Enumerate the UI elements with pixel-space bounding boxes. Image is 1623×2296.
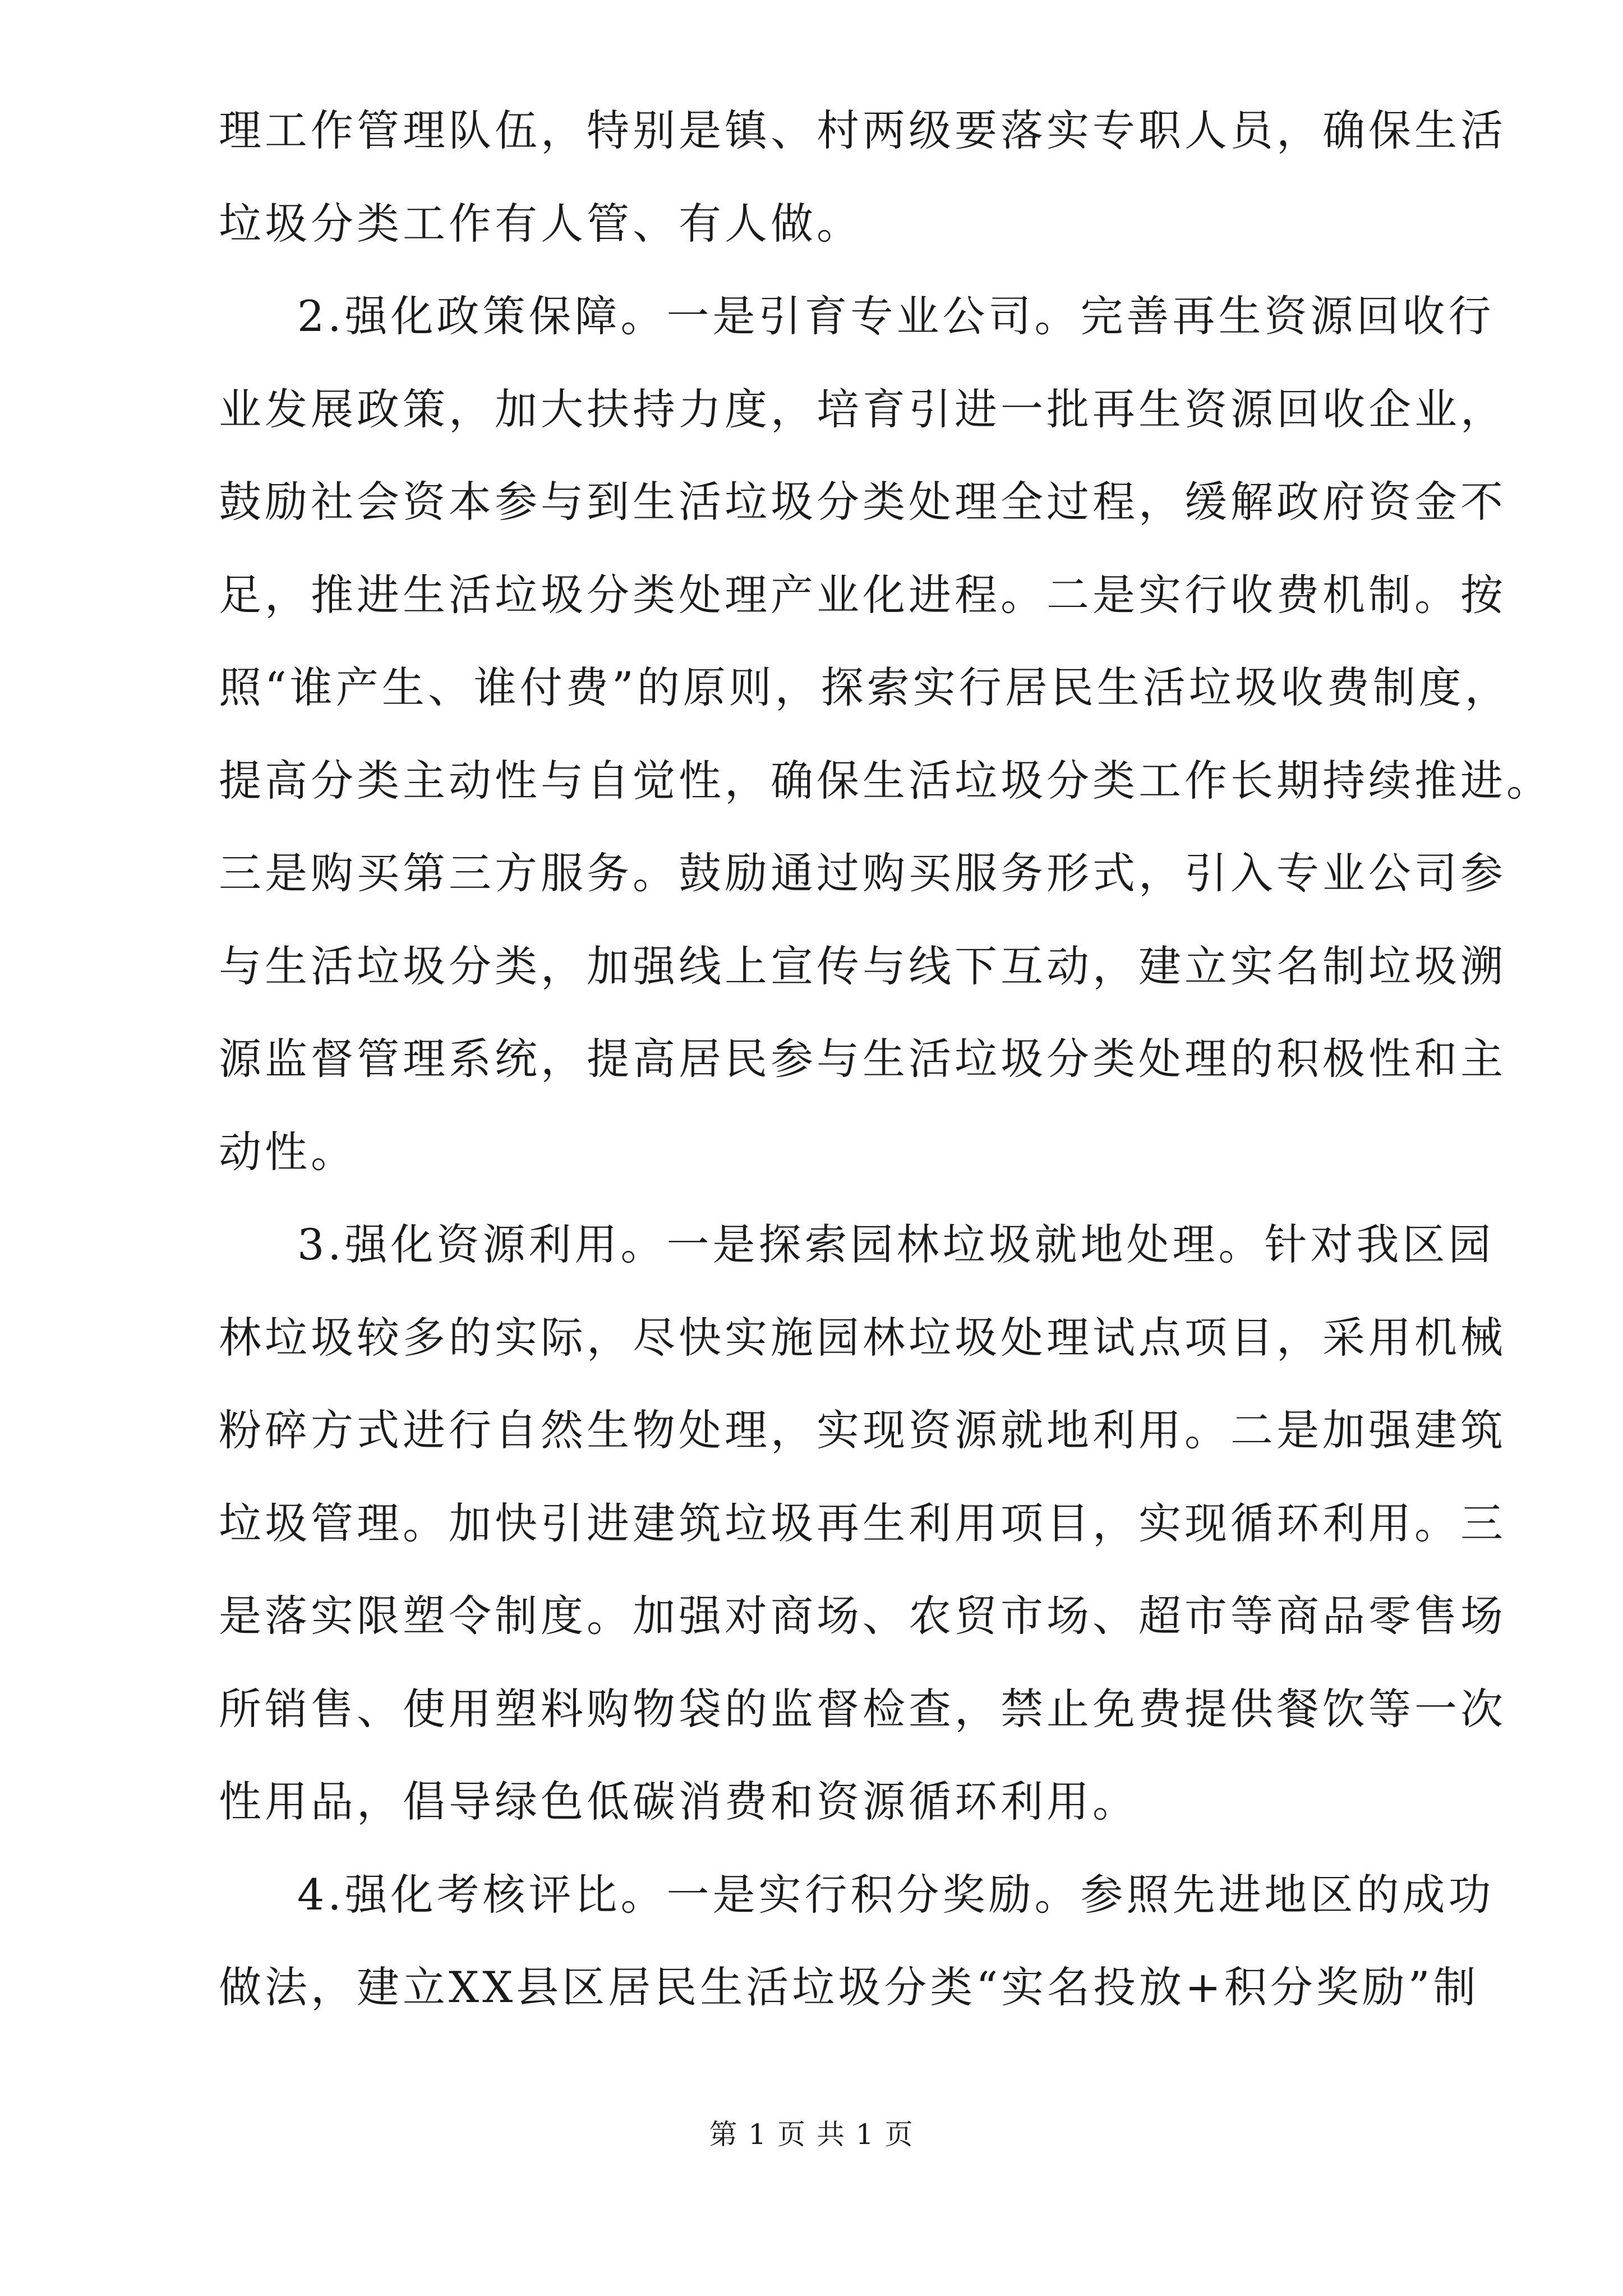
body-text-line: 性用品，倡导绿色低碳消费和资源循环利用。 bbox=[219, 1777, 1138, 1826]
body-text-line: 做法，建立XX县区居民生活垃圾分类“实名投放+积分奖励”制 bbox=[219, 1962, 1479, 2012]
paragraph-4-first-line: 4.强化考核评比。一是实行积分奖励。参照先进地区的成功 bbox=[297, 1870, 1495, 1920]
body-text-line: 是落实限塑令制度。加强对商场、农贸市场、超市等商品零售场 bbox=[219, 1591, 1506, 1641]
body-text-line: 照“谁产生、谁付费”的原则，探索实行居民生活垃圾收费制度， bbox=[219, 662, 1511, 712]
body-text-line: 足，推进生活垃圾分类处理产业化进程。二是实行收费机制。按 bbox=[219, 570, 1506, 620]
body-text-line: 粉碎方式进行自然生物处理，实现资源就地利用。二是加强建筑 bbox=[219, 1405, 1506, 1455]
page-footer: 第 1 页 共 1 页 bbox=[709, 2118, 914, 2151]
body-text-line: 鼓励社会资本参与到生活垃圾分类处理全过程，缓解政府资金不 bbox=[219, 477, 1506, 527]
body-text-line: 所销售、使用塑料购物袋的监督检查，禁止免费提供餐饮等一次 bbox=[219, 1684, 1506, 1734]
body-text-line: 业发展政策，加大扶持力度，培育引进一批再生资源回收企业， bbox=[219, 384, 1506, 434]
paragraph-3-first-line: 3.强化资源利用。一是探索园林垃圾就地处理。针对我区园 bbox=[297, 1220, 1495, 1269]
body-text-line: 三是购买第三方服务。鼓励通过购买服务形式，引入专业公司参 bbox=[219, 848, 1506, 898]
body-text-line: 源监督管理系统，提高居民参与生活垃圾分类处理的积极性和主 bbox=[219, 1034, 1506, 1084]
body-text-line: 垃圾分类工作有人管、有人做。 bbox=[219, 199, 863, 249]
body-text-line: 提高分类主动性与自觉性，确保生活垃圾分类工作长期持续推进。 bbox=[219, 756, 1552, 806]
body-text-line: 林垃圾较多的实际，尽快实施园林垃圾处理试点项目，采用机械 bbox=[219, 1313, 1506, 1363]
body-text-line: 理工作管理队伍，特别是镇、村两级要落实专职人员，确保生活 bbox=[219, 105, 1506, 155]
paragraph-2-first-line: 2.强化政策保障。一是引育专业公司。完善再生资源回收行 bbox=[297, 291, 1495, 341]
body-text-line: 垃圾管理。加快引进建筑垃圾再生利用项目，实现循环利用。三 bbox=[219, 1498, 1506, 1548]
body-text-line: 动性。 bbox=[219, 1127, 357, 1177]
body-text-line: 与生活垃圾分类，加强线上宣传与线下互动，建立实名制垃圾溯 bbox=[219, 941, 1506, 991]
